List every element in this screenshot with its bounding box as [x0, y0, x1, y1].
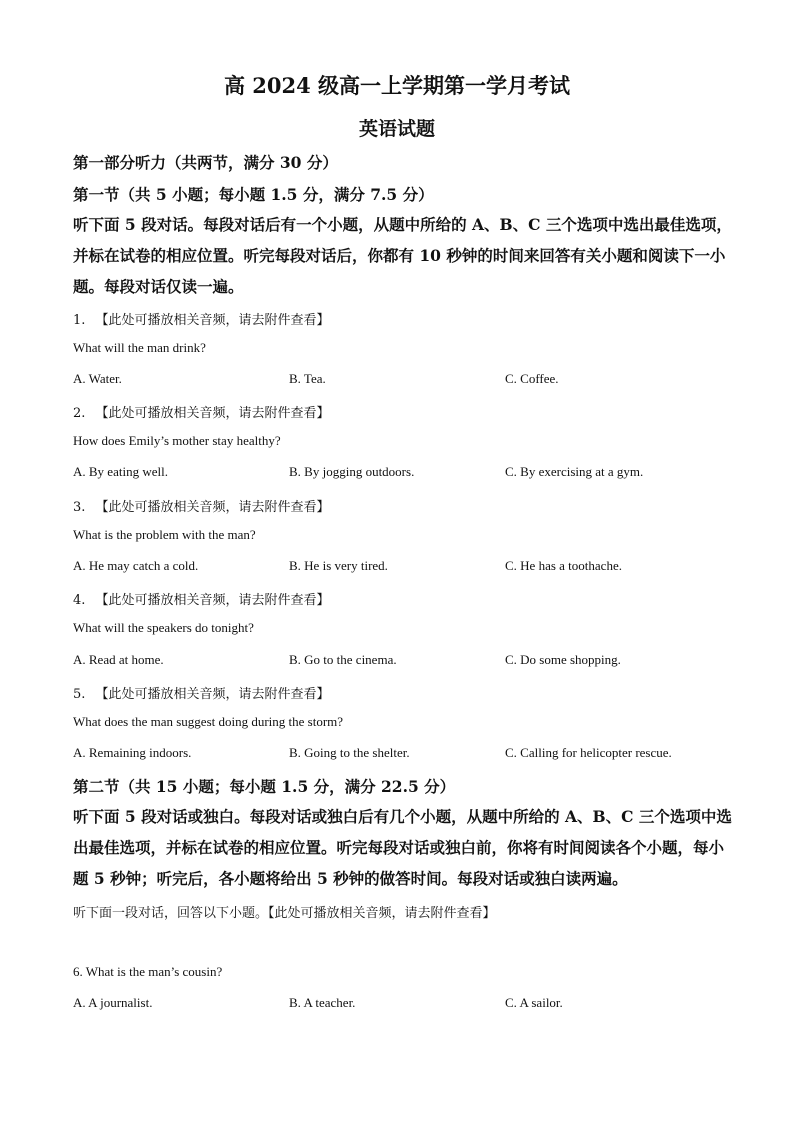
question-number: 4. [73, 593, 86, 608]
question-4-text: What will the speakers do tonight? [73, 620, 254, 635]
question-4-option-b[interactable]: B. Go to the cinema. [289, 652, 397, 667]
question-6-option-a[interactable]: A. A journalist. [73, 995, 153, 1010]
audio-placeholder[interactable]: 【此处可播放相关音频，请去附件查看】 [95, 313, 330, 328]
question-1-audio[interactable] [73, 309, 330, 328]
audio-placeholder[interactable]: 【此处可播放相关音频，请去附件查看】 [95, 406, 330, 421]
question-number: 5. [73, 687, 86, 702]
question-2-option-a[interactable]: A. By eating well. [73, 464, 168, 479]
question-4-option-a[interactable]: A. Read at home. [73, 652, 164, 667]
question-4-option-c[interactable]: C. Do some shopping. [505, 652, 621, 667]
part1-heading: 第一部分听力（共两节，满分 30 分） [73, 153, 338, 172]
question-2-option-c[interactable]: C. By exercising at a gym. [505, 464, 644, 479]
question-3-option-a[interactable]: A. He may catch a cold. [73, 558, 199, 573]
question-2-text: How does Emily’s mother stay healthy? [73, 433, 281, 448]
question-6-text: 6. What is the man’s cousin? [73, 964, 223, 979]
question-number: 2. [73, 406, 86, 421]
question-3-option-c[interactable]: C. He has a toothache. [505, 558, 622, 573]
section2-instructions: 听下面 5 段对话或独白。每段对话或独白后有几个小题，从题中所给的 A、B、C 三个选项中选出最佳选项，并标在试卷的相应位置。听完每段对话或独白前，你将有时间阅读各个小题，每小题 5 秒钟；听完后，各小题将给出 5 秒钟的做答时间。每段对话或独白读两遍。 [73, 807, 732, 888]
section1-heading: 第一节（共 5 小题；每小题 1.5 分，满分 7.5 分） [73, 185, 434, 204]
question-5-option-b[interactable]: B. Going to the shelter. [289, 745, 410, 760]
question-number: 1. [73, 313, 86, 328]
question-2-audio[interactable] [73, 402, 330, 421]
question-2-option-b[interactable]: B. By jogging outdoors. [289, 464, 415, 479]
question-1-option-a[interactable]: A. Water. [73, 371, 122, 386]
question-5-text: What does the man suggest doing during the storm? [73, 714, 344, 729]
exam-title: 高 2024 级高一上学期第一学月考试 [223, 73, 571, 98]
question-1-text: What will the man drink? [73, 340, 206, 355]
question-5-audio[interactable] [73, 683, 330, 702]
question-6-option-b[interactable]: B. A teacher. [289, 995, 356, 1010]
exam-subtitle: 英语试题 [358, 118, 435, 140]
section2-heading: 第二节（共 15 小题；每小题 1.5 分，满分 22.5 分） [73, 777, 456, 796]
question-1-option-b[interactable]: B. Tea. [289, 371, 326, 386]
question-5-option-a[interactable]: A. Remaining indoors. [73, 745, 192, 760]
question-3-audio[interactable] [73, 496, 330, 515]
question-3-option-b[interactable]: B. He is very tired. [289, 558, 388, 573]
audio-placeholder[interactable]: 【此处可播放相关音频，请去附件查看】 [95, 593, 330, 608]
section1-instructions: 听下面 5 段对话。每段对话后有一个小题，从题中所给的 A、B、C 三个选项中选出最佳选项，并标在试卷的相应位置。听完每段对话后，你都有 10 秒钟的时间来回答有关小题和阅读下一小题。每段对话仅读一遍。 [73, 215, 732, 296]
question-5-option-c[interactable]: C. Calling for helicopter rescue. [505, 745, 672, 760]
question-4-audio[interactable] [73, 589, 330, 608]
audio-placeholder[interactable]: 【此处可播放相关音频，请去附件查看】 [95, 687, 330, 702]
audio-placeholder[interactable]: 【此处可播放相关音频，请去附件查看】 [95, 500, 330, 515]
question-3-text: What is the problem with the man? [73, 527, 256, 542]
question-6-option-c[interactable]: C. A sailor. [505, 995, 563, 1010]
dialogue-intro[interactable]: 听下面一段对话，回答以下小题。【此处可播放相关音频，请去附件查看】 [73, 906, 496, 921]
question-1-option-c[interactable]: C. Coffee. [505, 371, 559, 386]
question-number: 3. [73, 500, 86, 515]
